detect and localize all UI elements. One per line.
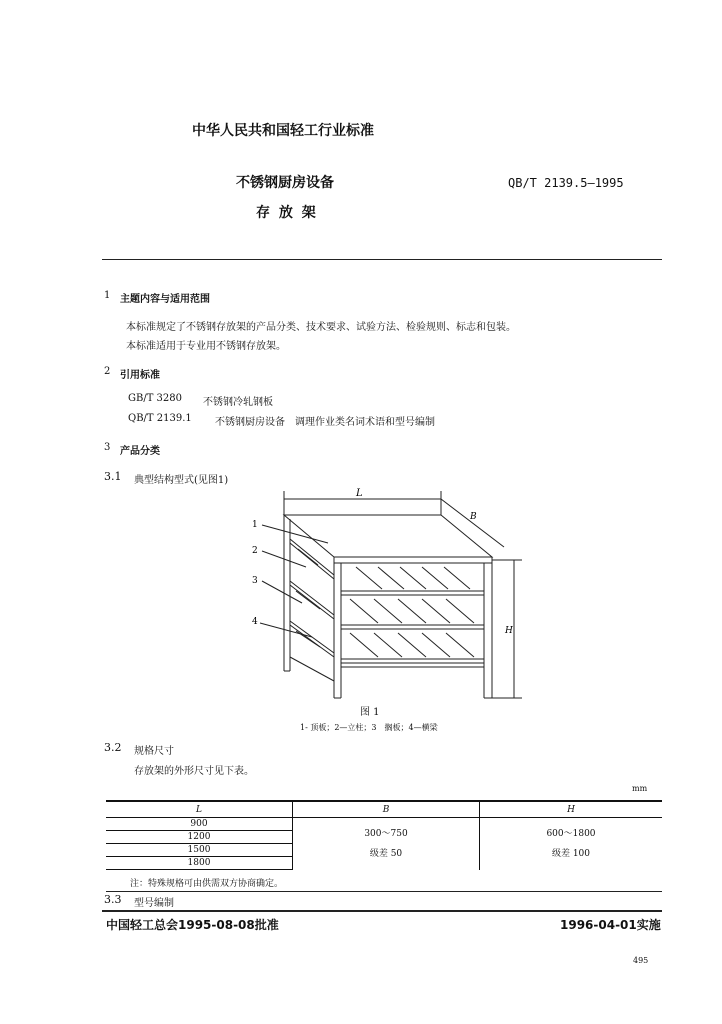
document-title: 不锈钢厨房设备 [236,175,334,191]
note-divider [106,891,662,892]
section-1-paragraph-2: 本标准适用于专业用不锈钢存放架。 [126,341,286,352]
B-range-cell [293,818,480,870]
size-table [106,800,662,870]
effective-date: 1996-04-01实施 [560,918,661,932]
reference-2-code: QB/T 2139.1 [128,413,192,424]
section-3-1-number: 3.1 [104,470,122,483]
reference-1-title: 不锈钢冷轧钢板 [203,397,273,408]
table-unit: mm [632,784,648,793]
callout-2: 2 [252,546,258,556]
section-2-heading: 引用标准 [120,370,160,381]
section-3-2-number: 3.2 [104,741,122,754]
H-range: 600～1800 [546,828,596,839]
section-3-3-number: 3.3 [104,893,122,906]
section-1-number: 1 [104,290,111,301]
footer-divider [102,910,662,912]
dimension-H-label: H [505,626,513,636]
L-value-cell: 1800 [106,857,293,870]
section-3-1-text: 典型结构型式(见图1) [134,475,229,486]
figure-legend: 1- 顶板；2—立柱；3 搁板；4—横梁 [300,723,438,732]
callout-3: 3 [252,576,258,586]
reference-1-code: GB/T 3280 [128,393,183,404]
B-range: 300～750 [364,828,408,839]
header-B: B [293,801,480,818]
page-number: 495 [633,956,649,965]
H-range-cell [480,818,663,870]
figure-1-rack-drawing [246,485,532,707]
figure-caption: 图 1 [360,707,380,718]
header-H: H [480,801,663,818]
reference-2-title: 不锈钢厨房设备 调理作业类名词术语和型号编制 [215,417,435,428]
section-3-heading: 产品分类 [120,446,160,457]
header-L: L [106,801,293,818]
dimension-L-label: L [356,488,363,499]
section-1-heading: 主题内容与适用范围 [120,294,210,305]
callout-1: 1 [252,520,258,530]
section-1-paragraph-1: 本标准规定了不锈钢存放架的产品分类、技术要求、试验方法、检验规则、标志和包装。 [126,322,516,333]
L-value-cell: 1500 [106,844,293,857]
H-step: 级差 100 [551,848,591,859]
section-3-3-heading: 型号编制 [134,898,174,909]
standard-code: QB/T 2139.5—1995 [508,176,624,190]
B-step: 级差 50 [369,848,403,859]
section-3-number: 3 [104,442,111,453]
table-note: 注：特殊规格可由供需双方协商确定。 [130,879,284,889]
L-value-cell: 1200 [106,831,293,844]
header-divider [102,259,662,260]
L-value-cell: 900 [106,818,293,831]
document-subtitle: 存 放 架 [256,205,318,221]
section-3-2-text: 存放架的外形尺寸见下表。 [134,766,254,777]
issuing-standard-title: 中华人民共和国轻工行业标准 [192,123,374,139]
section-3-2-heading: 规格尺寸 [134,746,174,757]
section-2-number: 2 [104,366,111,377]
approval-statement: 中国轻工总会1995-08-08批准 [106,918,279,932]
callout-4: 4 [252,617,258,627]
dimension-B-label: B [470,512,477,522]
